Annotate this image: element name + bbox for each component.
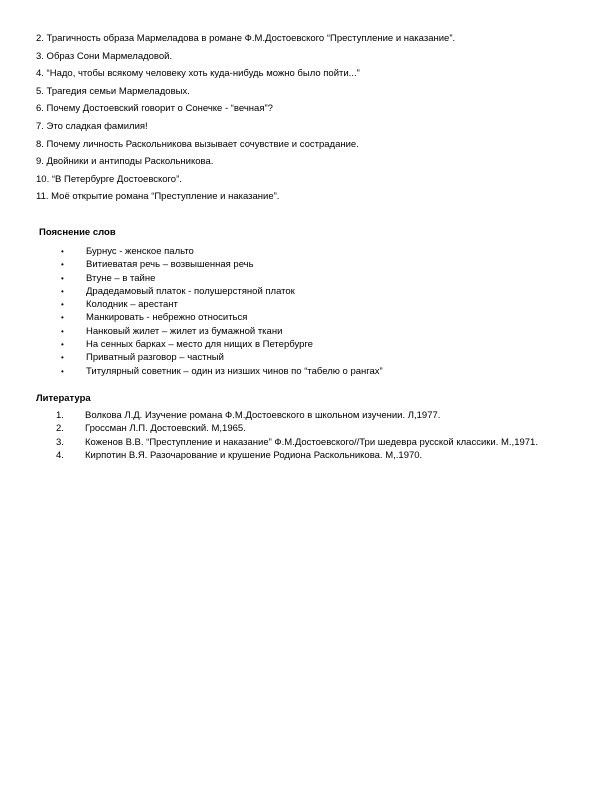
topic-item: 11. Моё открытие романа “Преступление и наказание”. [36,191,280,203]
literature-item [56,450,538,461]
glossary-item [58,326,383,337]
literature-number: 1. [56,410,64,421]
literature-number: 4. [56,449,64,461]
glossary-item [58,246,383,257]
topic-item: 2. Трагичность образа Мармеладова в романе Ф.М.Достоевского “Преступление и наказание”. [36,33,456,44]
bullet-icon: • [61,326,64,336]
glossary-text: На сенных барках – место для нищих в Петербурге [86,339,313,351]
glossary-text: Драдедамовый платок - полушерстяной платок [86,285,295,297]
bullet-icon: • [61,247,64,256]
glossary-item [58,299,383,310]
topic-item: 9. Двойники и антиподы Раскольникова. [36,156,214,168]
bullet-icon: • [61,313,64,323]
literature-item [56,437,538,448]
glossary-text: Витиеватая речь – возвышенная речь [86,259,254,271]
literature-text: Коженов В.В. “Преступление и наказание” Ф.М.Достоевского//Три шедевра русской классики. М.,1971. [85,436,538,448]
glossary-item [58,259,383,270]
glossary-text: Приватный разговор – частный [86,352,224,364]
glossary-text: Втуне – в тайне [86,272,156,284]
topic-item: 6. Почему Достоевский говорит о Сонечке - “вечная”? [36,103,273,115]
glossary-list [58,246,383,379]
glossary-item [58,286,383,297]
literature-list [56,410,538,463]
literature-text: Гроссман Л.П. Достоевский. М,1965. [85,423,246,435]
glossary-text: Нанковый жилет – жилет из бумажной ткани [86,325,283,337]
bullet-icon: • [61,340,64,350]
topic-item: 5. Трагедия семьи Мармеладовых. [36,85,190,97]
topic-item: 4. “Надо, чтобы всякому человеку хоть куда-нибудь можно было пойти...” [36,68,360,80]
glossary-item [58,366,383,377]
glossary-item [58,352,383,363]
glossary-text: Титулярный советник – один из низших чинов по “табелю о рангах” [86,365,383,377]
topic-item: 7. Это сладкая фамилия! [36,120,148,132]
glossary-item [58,339,383,350]
glossary-item [58,273,383,284]
bullet-icon: • [61,366,64,376]
bullet-icon: • [61,353,64,363]
literature-text: Волкова Л.Д. Изучение романа Ф.М.Достоевского в школьном изучении. Л,1977. [85,410,441,421]
glossary-text: Колодник – арестант [86,299,178,311]
bullet-icon: • [61,300,64,310]
glossary-text: Манкировать - небрежно относиться [86,312,248,324]
glossary-item [58,312,383,323]
glossary-heading: Пояснение слов [39,227,116,238]
literature-number: 2. [56,423,64,435]
glossary-text: Бурнус - женское пальто [86,246,194,257]
topic-item: 3. Образ Сони Мармеладовой. [36,50,173,62]
bullet-icon: • [61,260,64,270]
bullet-icon: • [61,286,64,296]
topic-item: 10. “В Петербурге Достоевского”. [36,173,182,185]
literature-number: 3. [56,436,64,448]
bullet-icon: • [61,273,64,283]
topic-item: 8. Почему личность Раскольникова вызывает сочувствие и сострадание. [36,138,359,150]
literature-item [56,423,538,434]
literature-text: Кирпотин В.Я. Разочарование и крушение Родиона Раскольникова. М,.1970. [85,449,423,461]
topics-list [36,33,455,209]
literature-heading: Литература [36,393,91,404]
literature-item [56,410,538,421]
